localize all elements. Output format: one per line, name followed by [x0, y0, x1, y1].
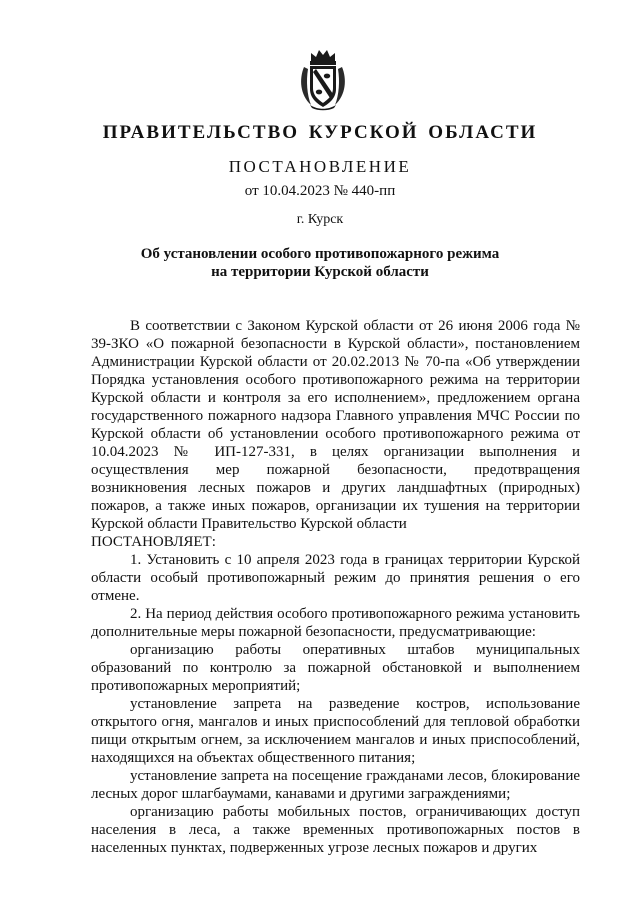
document-type: ПОСТАНОВЛЕНИЕ — [228, 157, 412, 176]
measure-paragraph: организацию работы мобильных постов, ограничивающих доступ населения в леса, а также временных противопожарных постов в населенных пунктах, подверженных угрозе лесных пожаров и других — [91, 804, 580, 856]
measure-paragraph: организацию работы оперативных штабов муниципальных образований по контролю за пожарной обстановкой и выполнением противопожарных мероприятий; — [91, 642, 580, 694]
city: г. Курск — [296, 212, 344, 227]
measure-paragraph: установление запрета на разведение костров, использование открытого огня, мангалов и иных приспособлений для тепловой обработки пищи открытым огнем, за исключением мангалов и иных приспособлений, находящихся на объектах общественного питания; — [91, 696, 580, 766]
kursk-coat-of-arms-icon — [298, 47, 348, 111]
heading-line-1: Об установлении особого противопожарного режима — [140, 246, 500, 262]
document-body — [91, 317, 580, 857]
measure-paragraph: установление запрета на посещение гражданами лесов, блокирование лесных дорог шлагбаумами, канавами и другими заграждениями; — [91, 768, 580, 802]
item-1-paragraph: 1. Установить с 10 апреля 2023 года в границах территории Курской области особый противопожарный режим до принятия решения о его отмене. — [91, 552, 580, 604]
resolves-keyword: ПОСТАНОВЛЯЕТ: — [91, 534, 216, 550]
heading-line-2: на территории Курской области — [211, 264, 429, 280]
government-name: ПРАВИТЕЛЬСТВО КУРСКОЙ ОБЛАСТИ — [102, 122, 538, 143]
document-number-date: от 10.04.2023 № 440-пп — [244, 183, 396, 199]
preamble-paragraph: В соответствии с Законом Курской области от 26 июня 2006 года № 39-ЗКО «О пожарной безопасности в Курской области», постановлением Администрации Курской области от 20.02.2013 № 70-па «Об утверждении Порядка установления особого противопожарного режима на территории Курской области и контроля за его исполнением», предложением органа государственного пожарного надзора Главного управления МЧС России по Курской области об установлении особого противопожарного режима от 10.04.2023 № ИП-127-331, в целях организации выполнения и осуществления мер пожарной безопасности, предотвращения возникновения лесных пожаров и других ландшафтных (природных) пожаров, а также иных пожаров, организации их тушения на территории Курской области Правительство Курской области — [91, 318, 580, 532]
item-2-paragraph: 2. На период действия особого противопожарного режима установить дополнительные меры пожарной безопасности, предусматривающие: — [91, 606, 580, 640]
document-heading — [0, 245, 640, 281]
